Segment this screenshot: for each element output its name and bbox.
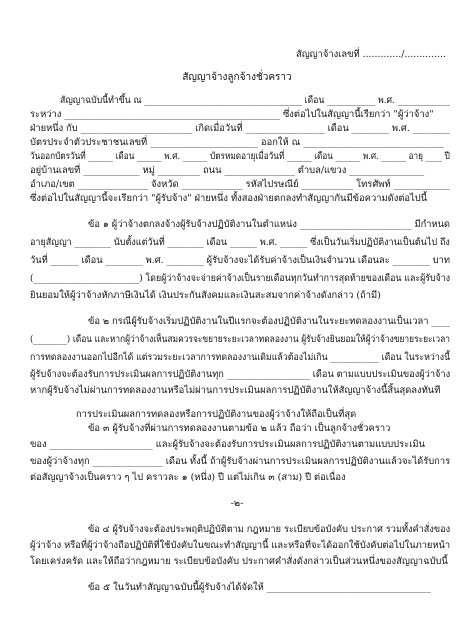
body-line: ข้อ ๕ ในวันทำสัญญาฉบับนี้ผู้รับจ้างได้จัดให้ ___________________________________ <box>88 582 431 593</box>
body-line: (________) เดือน และหากผู้ว่าจ้างเห็นสมควรจะขยายระยะเวลาทดลองงาน ผู้รับจ้างยินยอมให้ผู้ว่าจ้างขยายระยะเวลา <box>30 334 451 345</box>
body-line: ซึ่งต่อไปในสัญญานี้จะเรียกว่า "ผู้รับจ้าง" ฝ่ายหนึ่ง ทั้งสองฝ่ายตกลงทำสัญญากันมีข้อความดังต่อไปนี้ <box>30 193 428 204</box>
body-line: ข้อ ๔ ผู้รับจ้างจะต้องประพฤติปฏิบัติตาม กฎหมาย ระเบียบข้อบังคับ ประกาศ รวมทั้งคำสั่งของ <box>88 524 451 535</box>
document-title: สัญญาจ้างลูกจ้างชั่วคราว <box>182 72 292 83</box>
body-line: ผู้รับจ้างจะต้องรับการประเมินผลการปฏิบัติงานทุก __________________ เดือน ตามแบบประเมินของผู้ว่าจ้าง <box>30 369 451 380</box>
page-number: -๒- <box>230 498 244 509</box>
body-line: การทดลองงานออกไปอีกได้ แต่รวมระยะเวลาการทดลองงานเดิมแล้วต้องไม่เกิน ___________ เดือน ในระหว่างนี้ <box>30 352 451 363</box>
contract-number: สัญญาจ้างเลขที่ ............./.............. <box>296 49 446 60</box>
body-line: ข้อ ๒ กรณีผู้รับจ้างเริ่มปฏิบัติงานในปีแรกจะต้องปฏิบัติงานในระยะทดลองงานเป็นเวลา ____ <box>88 316 451 327</box>
body-line: สัญญาฉบับนี้ทำขึ้น ณ ____________________________________ เดือน ___________ พ.ศ. ____________ <box>60 95 451 106</box>
body-line: โดยเคร่งครัด และให้ถือว่ากฎหมาย ระเบียบข้อบังคับ ประกาศคำสั่งดังกล่าวเป็นส่วนหนึ่งของสัญญาฉบับนี้ <box>30 556 448 567</box>
body-line: ข้อ ๓ ผู้รับจ้างที่ผ่านการทดลองงานตามข้อ ๒ แล้ว ถือว่า เป็นลูกจ้างชั่วคราว <box>88 423 391 434</box>
body-line: อยู่บ้านเลขที่ ____________ หมู่ _________ ถนน _______________ ตำบล/แขวง ________________ <box>30 165 425 176</box>
body-line: วันออกบัตรวันที่ ______ เดือน ______ พ.ศ. ______ บัตรหมดอายุเมื่อวันที่ ______ เดือน ______ พ.ศ. ______ อายุ ____ ปี <box>30 151 450 162</box>
body-line: ยินยอมให้ผู้ว่าจ้างหักภาษีเงินได้ เงินประกันสังคมและเงินสะสมจากค่าจ้างดังกล่าว (ถ้ามี) <box>30 290 381 301</box>
body-line: ระหว่าง ______________________________________________ ซึ่งต่อไปในสัญญานี้เรียกว่า "ผู้ว่าจ้าง" <box>30 109 434 120</box>
body-line: ของ ______________________ และผู้รับจ้างจะต้องรับการประเมินผลการปฏิบัติงานตามแบบประเมิน <box>30 439 425 450</box>
body-line: ต่อสัญญาจ้างเป็นคราว ๆ ไป คราวละ ๑ (หนึ่ง) ปี แต่ไม่เกิน ๓ (สาม) ปี ต่อเนื่อง <box>30 472 346 483</box>
body-line: (________________________) โดยผู้ว่าจ้างจะจ่ายค่าจ้างเป็นรายเดือนทุกวันทำการสุดท้ายของเดือน และผู้รับจ้าง <box>30 273 451 284</box>
body-line: ผู้ว่าจ้าง หรือที่ผู้ว่าจ้างถือปฏิบัติที่ใช้บังคับในขณะทำสัญญานี้ และหรือที่จะได้ออกใช้บังคับต่อไปในภายหน้า <box>30 540 451 551</box>
body-line: อำเภอ/เขต _______________ จังหวัด _____________ รหัสไปรษณีย์ ___________ โทรศัพท์ ____________ <box>30 179 450 190</box>
body-line: ฝ่ายหนึ่ง กับ ________________________ เกิดเมื่อวันที่ _________________ เดือน ________ พ.ศ. ________ <box>30 123 450 134</box>
body-line: อายุสัญญา ________ นับตั้งแต่วันที่ ________ เดือน ______ พ.ศ. ______ ซึ่งเป็นวันเริ่มปฏิบัติงานเป็นต้นไป ถึง <box>30 237 450 248</box>
body-line: ข้อ ๑ ผู้ว่าจ้างตกลงจ้างผู้รับจ้างปฏิบัติงานในตำแหน่ง ________________________ มีกำหนด <box>88 219 450 230</box>
body-line: บัตรประจำตัวประชาชนเลขที่ _______________________ ออกให้ ณ ______________________________ <box>30 137 444 148</box>
body-line: วันที่ ______ เดือน ________ พ.ศ. ________ ผู้รับจ้างจะได้รับค่าจ้างเป็นเงินจำนวน เดือนละ ________ บาท <box>30 255 451 266</box>
body-line: หากผู้รับจ้างไม่ผ่านการทดลองงานหรือไม่ผ่านการประเมินผลการปฏิบัติงานให้สัญญาจ้างนี้สิ้นสุดลงทันที <box>30 385 441 396</box>
body-line: การประเมินผลการทดลองหรือการปฏิบัติงานของผู้ว่าจ้างให้ถือเป็นที่สุด <box>76 409 357 420</box>
body-line: ของผู้ว่าจ้างทุก _______________ เดือน ทั้งนี้ ถ้าผู้รับจ้างผ่านการประเมินผลการปฏิบัติงานแล้วจะได้รับการ <box>30 456 451 467</box>
